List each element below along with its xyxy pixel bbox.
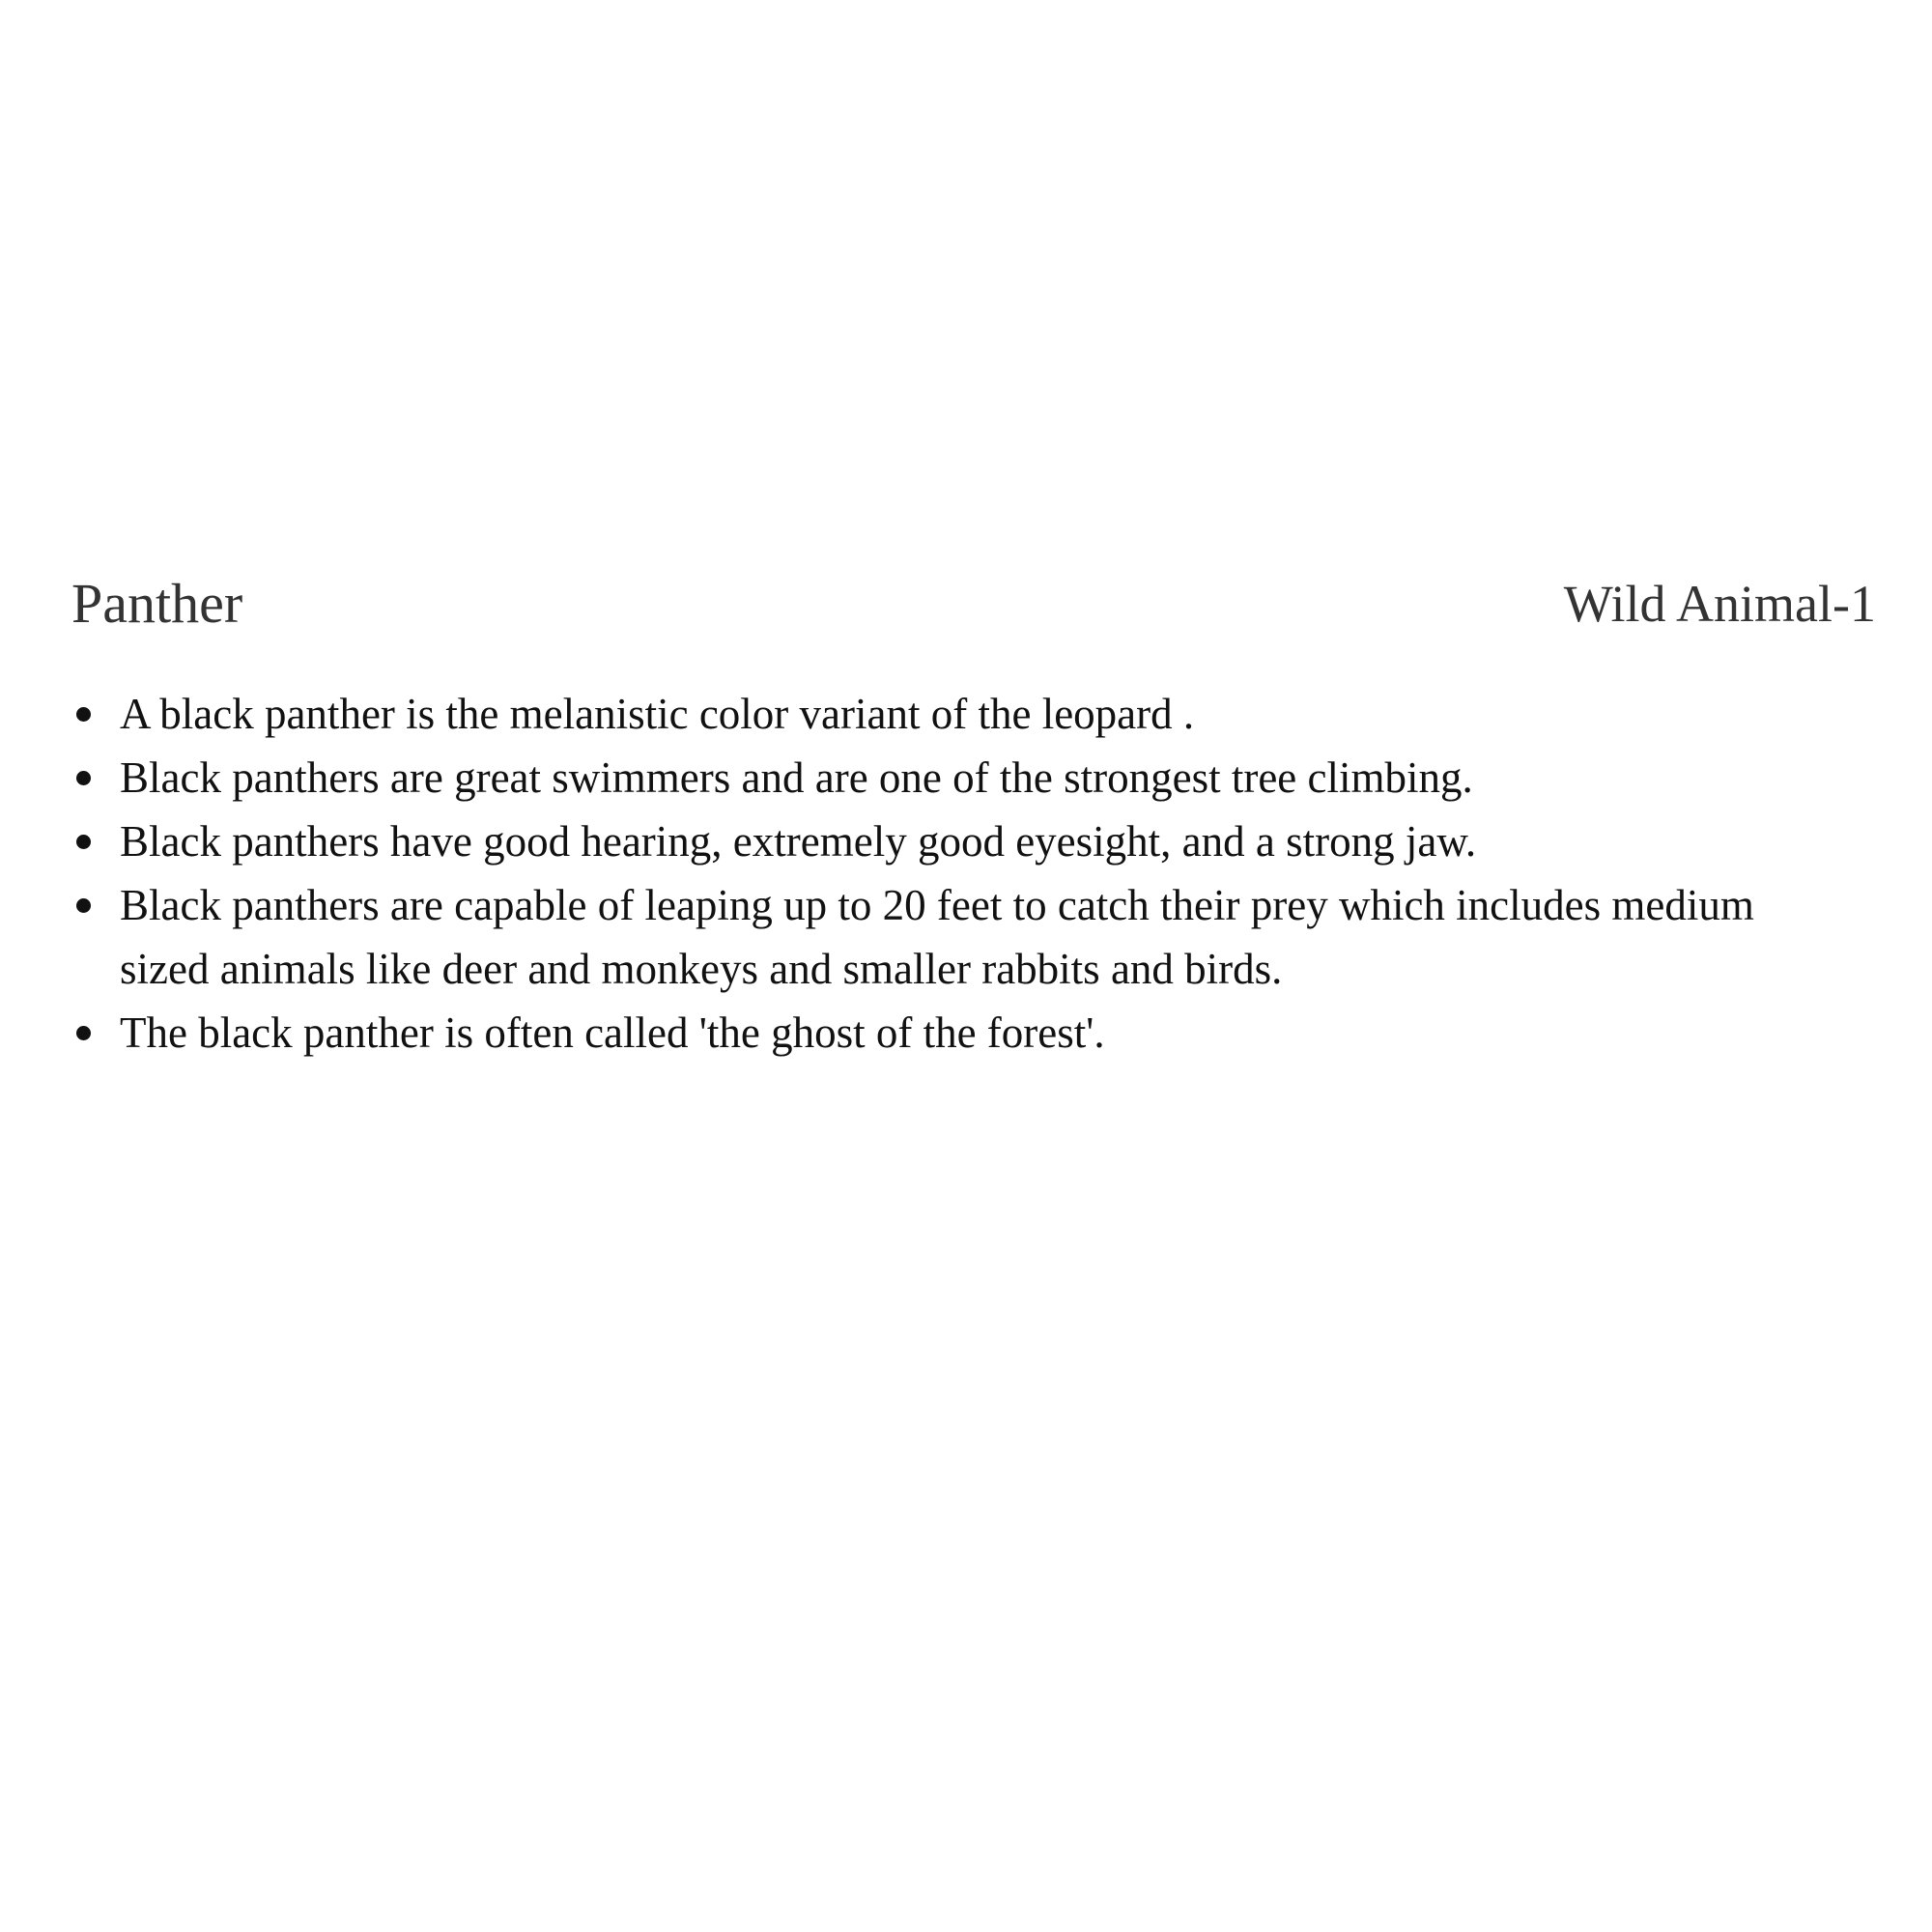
fact-text: Black panthers are great swimmers and are one of the strongest tree climbing.: [120, 753, 1473, 802]
fact-text: A black panther is the melanistic color variant of the leopard .: [120, 690, 1195, 738]
bullet-icon: [76, 898, 91, 913]
bullet-icon: [76, 707, 91, 722]
page-title: Panther: [71, 572, 243, 635]
fact-text: The black panther is often called 'the ghost of the forest'.: [120, 1009, 1105, 1057]
page-header: [71, 570, 1876, 647]
bullet-icon: [76, 835, 91, 849]
bullet-icon: [76, 1026, 91, 1040]
list-item: [71, 746, 1849, 810]
list-item: [71, 873, 1849, 1001]
list-item: [71, 810, 1849, 873]
fact-text: Black panthers have good hearing, extremely good eyesight, and a strong jaw.: [120, 817, 1477, 866]
list-item: [71, 1001, 1849, 1065]
fact-text: Black panthers are capable of leaping up to 20 feet to catch their prey which includes medium sized animals like deer and monkeys and smaller rabbits and birds.: [120, 881, 1754, 993]
category-label: Wild Animal-1: [1563, 575, 1876, 633]
facts-list: [71, 682, 1849, 1065]
bullet-icon: [76, 771, 91, 785]
list-item: [71, 682, 1849, 746]
